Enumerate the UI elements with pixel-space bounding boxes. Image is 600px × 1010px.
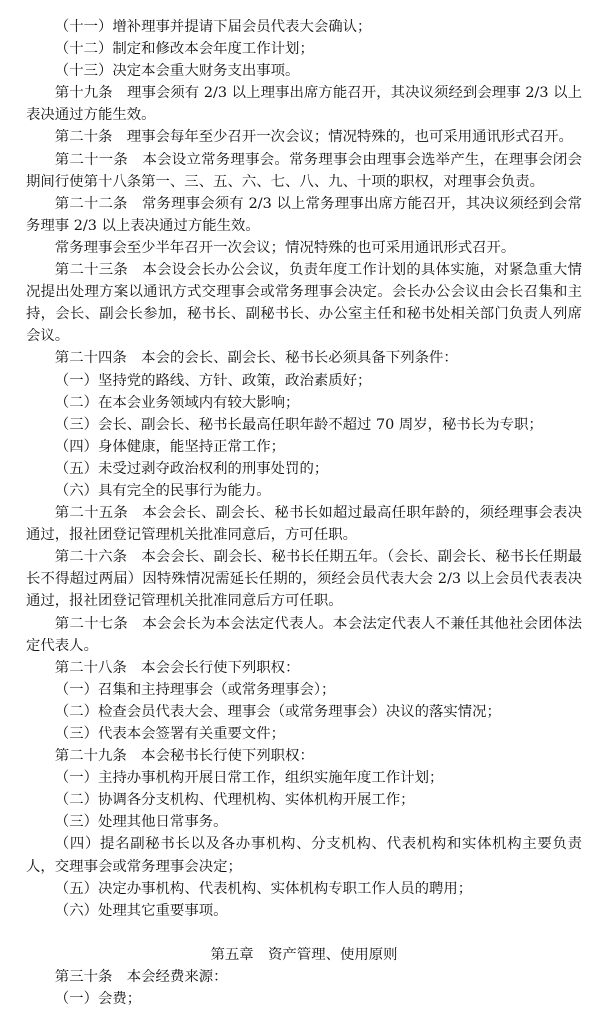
body-paragraph: 常务理事会至少半年召开一次会议；情况特殊的也可采用通讯形式召开。 [54,239,516,256]
list-item: （四）提名副秘书长以及各办事机构、分支机构、代表机构和实体机构主要负责人，交理事会或常务理事会决定； [26,836,582,875]
article-text: 本会会长、副会长、秘书长如超过最高任职年龄的，须经理事会表决通过，报社团登记管理机关批准同意后，方可任职。 [26,505,582,544]
article-text: 常务理事会须有 2/3 以上常务理事出席方能召开，其决议须经到会常务理事 2/3 以上表决通过方能生效。 [26,195,582,234]
list-item: （十二）制定和修改本会年度工作计划； [54,41,314,58]
article-paragraph [26,149,582,193]
article-number: 第二十条 [54,129,113,146]
article-text: 理事会须有 2/3 以上理事出席方能召开，其决议须经到会理事 2/3 以上表决通过方能生效。 [26,85,582,124]
article-number: 第二十九条 [54,748,127,765]
list-item: （二）检查会员代表大会、理事会（或常务理事会）决议的落实情况； [54,703,501,720]
list-item: （三）代表本会签署有关重要文件； [54,726,286,742]
list-item: （十三）决定本会重大财务支出事项。 [54,63,300,80]
article-text: 本会会长行使下列职权： [141,659,300,676]
list-item: （四）身体健康，能坚持正常工作； [54,438,286,455]
article-number: 第二十二条 [54,195,128,212]
article-text: 本会经费来源： [126,968,228,985]
list-item: （二）协调各分支机构、代理机构、实体机构开展工作； [54,792,415,809]
article-number: 第二十七条 [54,615,129,632]
list-item: （六）处理其它重要事项。 [54,902,228,919]
article-paragraph [26,966,582,988]
article-paragraph [26,657,582,679]
article-text: 本会会长为本会法定代表人。本会法定代表人不兼任其他社会团体法定代表人。 [26,615,582,654]
chapter-title: 资产管理、使用原则 [268,946,398,963]
article-number: 第十九条 [54,85,113,102]
list-item: （三）会长、副会长、秘书长最高任职年龄不超过 70 周岁，秘书长为专职； [54,416,543,433]
article-number: 第二十八条 [54,659,127,676]
article-number: 第二十一条 [54,151,129,168]
article-paragraph [26,502,582,546]
article-paragraph [26,259,582,347]
article-text: 本会会长、副会长、秘书长任期五年。（会长、副会长、秘书长任期最长不得超过两届）因特殊情况需延长任期的，须经会员代表大会 2/3 以上会员代表表决通过，报社团登记管理机关批准同意后方可任职。 [26,549,582,610]
article-paragraph [26,193,582,237]
list-item: （二）在本会业务领域内有较大影响； [54,394,300,411]
list-item: （一）坚持党的路线、方针、政策，政治素质好； [54,372,372,389]
list-item: （五）未受过剥夺政治权利的刑事处罚的； [54,460,329,477]
list-item: （五）决定办事机构、代表机构、实体机构专职工作人员的聘用； [54,880,473,897]
article-paragraph [26,347,582,369]
article-number: 第二十五条 [54,505,129,522]
article-text: 本会设会长办公会议，负责年度工作计划的具体实施，对紧急重大情况提出处理方案以通讯方式交理事会或常务理事会决定。会长办公会议由会长召集和主持，会长、副会长参加，秘书长、副秘书长、办公室主任和秘书处相关部门负责人列席会议。 [26,262,582,345]
article-text: 本会秘书长行使下列职权： [141,748,314,765]
list-item: （一）主持办事机构开展日常工作，组织实施年度工作计划； [54,770,444,787]
article-paragraph [26,82,582,126]
chapter-heading [26,944,582,966]
article-paragraph [26,126,582,148]
article-number: 第三十条 [54,968,113,985]
chapter-number: 第五章 [210,946,254,963]
list-item: （三）处理其他日常事务。 [54,814,228,831]
article-text: 本会的会长、副会长、秘书长必须具备下列条件： [141,350,458,367]
article-number: 第二十六条 [54,549,128,566]
article-number: 第二十三条 [54,262,129,279]
article-number: 第二十四条 [54,350,127,367]
list-item: （六）具有完全的民事行为能力。 [54,482,271,499]
list-item: （一）召集和主持理事会（或常务理事会）； [54,681,336,698]
article-paragraph [26,546,582,612]
article-paragraph [26,745,582,767]
list-item: （十一）增补理事并提请下届会员代表大会确认； [54,19,372,35]
list-item: （一）会费； [54,991,142,1008]
article-text: 本会设立常务理事会。常务理事会由理事会选举产生，在理事会闭会期间行使第十八条第一、三、五、六、七、八、九、十项的职权，对理事会负责。 [26,151,582,190]
article-text: 理事会每年至少召开一次会议；情况特殊的，也可采用通讯形式召开。 [126,129,573,146]
document-body [26,16,582,1010]
article-paragraph [26,613,582,657]
